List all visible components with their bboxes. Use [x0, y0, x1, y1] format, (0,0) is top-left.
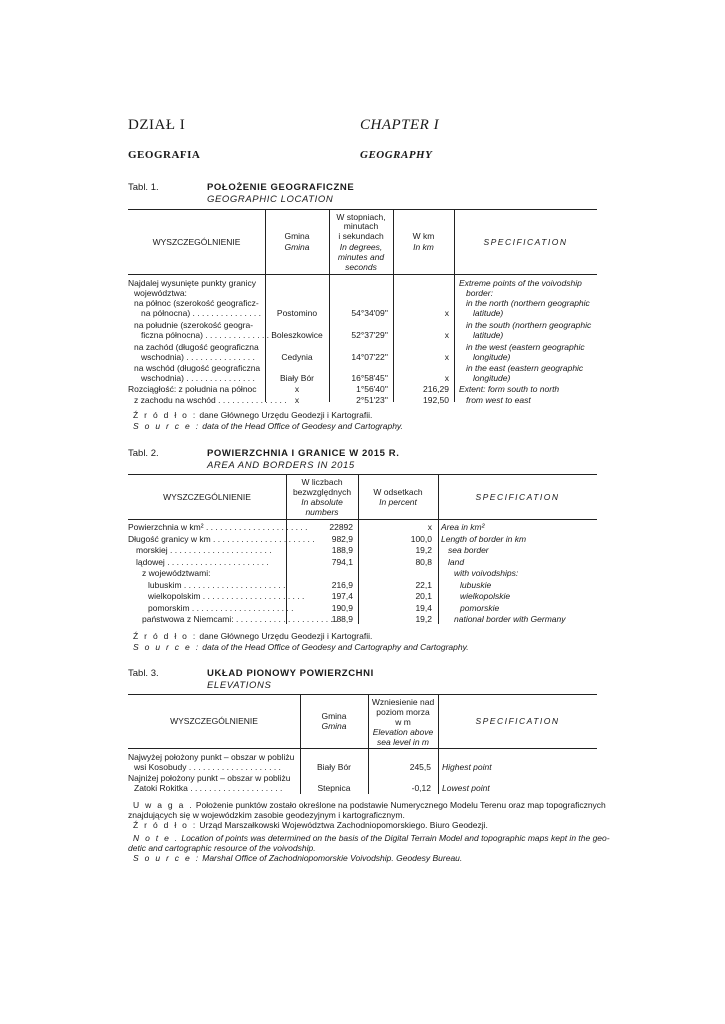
t1-row-label: Najdalej wysunięte punkty granicy	[128, 278, 257, 288]
t1-cell-gmina: x	[294, 384, 300, 394]
t1-row-label: Rozciągłość: z południa na północ	[128, 384, 257, 394]
t2-row-spec: with voivodships:	[454, 568, 519, 578]
t2-cell-absolute: 982,9	[331, 533, 353, 544]
t1-row-label-dotted: z zachodu na wschód . . . . . . . . . . . . . . .	[134, 395, 287, 405]
t2-row-label: państwowa z Niemcami: . . . . . . . . . . . . . . . . . . . . . .	[142, 614, 338, 624]
t2-row-label: lądowej . . . . . . . . . . . . . . . . . . . . . .	[136, 556, 269, 567]
t1-cell-km: 216,29	[423, 384, 449, 394]
t1-row-spec: longitude)	[473, 373, 511, 383]
t1-cell-km: x	[444, 373, 449, 383]
t1-row-label-dotted: wschodnia) . . . . . . . . . . . . . . .	[141, 352, 255, 362]
t2-cell-absolute: 190,9	[331, 602, 353, 613]
t1-head-wyszczegolnienie: WYSZCZEGÓLNIENIE	[152, 237, 241, 247]
t1-row-spec: from west to east	[466, 395, 531, 405]
t2-cell-percent: 19,2	[415, 614, 432, 624]
table3-source-pl: Ź r ó d ł o : Urząd Marszałkowski Województwa Zachodniopomorskiego. Biuro Geodezji.	[133, 820, 488, 830]
t3-row-spec: Highest point	[442, 762, 492, 772]
t2-row-spec: wielkopolskie	[460, 591, 511, 601]
t2-row-label: morskiej . . . . . . . . . . . . . . . . . . . . . .	[136, 545, 272, 555]
t3-row-spec: Lowest point	[442, 783, 490, 793]
t3-head-elev-en1: Elevation above	[372, 727, 434, 737]
table3-title-en: ELEVATIONS	[207, 680, 272, 691]
t1-row-spec: latitude)	[473, 330, 504, 340]
table1-label: Tabl. 1.	[128, 182, 159, 193]
table2-label: Tabl. 2.	[128, 448, 159, 459]
table2-title-en: AREA AND BORDERS IN 2015	[207, 460, 355, 471]
t2-cell-percent: 20,1	[415, 591, 432, 601]
t1-row-spec: Extreme points of the voivodship	[459, 278, 582, 288]
t2-cell-percent: x	[427, 522, 432, 532]
t3-head-elev1: Wzniesienie nad	[371, 697, 435, 707]
table3-uwaga-line2: znajdujących się w wojewódzkim zasobie geodezyjnym i kartograficznym.	[128, 810, 405, 820]
t2-row-spec: sea border	[448, 545, 489, 555]
t2-row-label: Długość granicy w km . . . . . . . . . . . . . . . . . . . . . .	[128, 533, 315, 544]
table1-title-en: GEOGRAPHIC LOCATION	[207, 194, 334, 205]
t2-head-abs-en1: In absolute	[301, 497, 343, 507]
t1-head-gmina-en: Gmina	[284, 242, 310, 252]
t2-cell-percent: 19,4	[415, 602, 432, 613]
t2-head-abs-en2: numbers	[305, 507, 339, 517]
t2-cell-absolute: 216,9	[331, 579, 353, 590]
table3-uwaga-line1: U w a g a . Położenie punktów zostało określone na podstawie Numerycznego Modelu Terenu oraz map topograficznych	[133, 800, 606, 810]
t2-row-spec: land	[448, 556, 465, 567]
t2-row-label: wielkopolskim . . . . . . . . . . . . . . . . . . . . . .	[148, 591, 305, 601]
t1-cell-deg: 14°07'22''	[351, 352, 388, 362]
t1-head-deg3: i sekundach	[338, 231, 384, 241]
t2-cell-absolute: 188,9	[331, 545, 353, 555]
t2-cell-absolute: 197,4	[331, 591, 353, 601]
chapter-label-pl: DZIAŁ I	[128, 117, 186, 133]
table2-source-pl: Ź r ó d ł o : dane Głównego Urzędu Geodezji i Kartografii.	[133, 631, 373, 641]
t1-cell-deg: 54°34'09''	[351, 308, 388, 318]
t1-cell-km: 192,50	[423, 395, 449, 405]
t2-row-label: z województwami:	[142, 568, 211, 578]
t1-row-spec: latitude)	[473, 308, 504, 318]
t1-head-deg2: minutach	[343, 221, 379, 231]
t2-cell-percent: 19,2	[415, 545, 432, 555]
t1-cell-gmina: Boleszkowice	[271, 330, 323, 340]
t3-cell-gmina: Stepnica	[317, 783, 351, 793]
t3-head-elev2: poziom morza	[376, 707, 430, 717]
t3-head-specification: SPECIFICATION	[475, 716, 560, 726]
t1-row-spec: in the east (eastern geographic	[466, 363, 584, 373]
t1-row-spec: in the west (eastern geographic	[466, 342, 585, 352]
t1-cell-gmina: Biały Bór	[279, 373, 314, 383]
t1-head-gmina: Gmina	[284, 231, 310, 241]
table1-title-pl: POŁOŻENIE GEOGRAFICZNE	[207, 182, 355, 193]
t1-row-spec: in the south (northern geographic	[466, 320, 592, 330]
t1-head-deg-en2: minutes and	[337, 252, 385, 262]
t3-head-wyszczegolnienie: WYSZCZEGÓLNIENIE	[170, 716, 258, 726]
t2-head-pct: W odsetkach	[373, 487, 423, 497]
t1-row-spec: longitude)	[473, 352, 511, 362]
table2-source-en: S o u r c e : data of the Head Office of Geodesy and Cartography and Cartography.	[133, 642, 469, 652]
t3-row-label-dotted: wsi Kosobudy . . . . . . . . . . . . . . . . . . . .	[134, 762, 281, 772]
t1-head-deg-en1: In degrees,	[339, 242, 383, 252]
t2-row-label: pomorskim . . . . . . . . . . . . . . . . . . . . . .	[148, 602, 294, 613]
t3-row-label: Najwyżej położony punkt – obszar w pobliżu	[128, 752, 295, 762]
t2-head-abs2: bezwzględnych	[292, 487, 352, 497]
t1-cell-deg: 16°58'45''	[351, 373, 388, 383]
t2-row-spec: pomorskie	[460, 602, 500, 613]
t1-row-label: na wschód (długość geograficzna	[134, 363, 261, 373]
t1-head-km: W km	[412, 231, 435, 241]
t1-row-label: województwa:	[134, 288, 187, 298]
table3-note-line2: detic and cartographic resource of the voivodship.	[128, 843, 316, 853]
table1-source-en: S o u r c e : data of the Head Office of Geodesy and Cartography.	[133, 421, 403, 431]
t3-row-label: Najniżej położony punkt – obszar w pobliżu	[128, 773, 291, 783]
section-title-pl: GEOGRAFIA	[128, 149, 201, 161]
section-title-en: GEOGRAPHY	[360, 149, 433, 161]
t1-row-label: na zachód (długość geograficzna	[134, 342, 259, 352]
t2-row-spec: Length of border in km	[441, 533, 527, 544]
t1-head-deg1: W stopniach,	[336, 212, 386, 222]
t1-cell-gmina: Cedynia	[281, 352, 313, 362]
t1-cell-km: x	[444, 330, 449, 340]
t2-row-spec: national border with Germany	[454, 614, 566, 624]
t2-cell-percent: 22,1	[415, 579, 432, 590]
table1-source-pl: Ź r ó d ł o : dane Głównego Urzędu Geodezji i Kartografii.	[133, 410, 373, 420]
t3-cell-value: 245,5	[409, 762, 431, 772]
t1-cell-deg: 52°37'29''	[351, 330, 388, 340]
t3-head-elev3: w m	[395, 717, 411, 727]
t1-head-deg-en3: seconds	[345, 262, 377, 272]
table3-note-line1: N o t e . Location of points was determined on the basis of the Digital Terrain Model and topographic maps kept in the geo-	[133, 833, 610, 843]
t1-row-label: na południe (szerokość geogra-	[134, 320, 254, 330]
t3-head-elev-en2: sea level in m	[377, 737, 429, 747]
t2-head-abs1: W liczbach	[301, 477, 343, 487]
t2-row-spec: Area in km²	[441, 522, 485, 532]
t2-head-pct-en: In percent	[379, 497, 417, 507]
table3-title-pl: UKŁAD PIONOWY POWIERZCHNI	[207, 668, 374, 679]
t1-row-spec: Extent: form south to north	[459, 384, 560, 394]
table3-label: Tabl. 3.	[128, 668, 159, 679]
t1-cell-km: x	[444, 352, 449, 362]
t1-row-label-dotted: wschodnia) . . . . . . . . . . . . . . .	[141, 373, 255, 383]
t2-head-specification: SPECIFICATION	[475, 492, 560, 502]
t2-row-spec: lubuskie	[460, 579, 492, 590]
t3-cell-gmina: Biały Bór	[316, 762, 351, 772]
t1-head-specification: SPECIFICATION	[483, 237, 568, 247]
t1-row-spec: border:	[466, 288, 493, 298]
t3-head-gmina-en: Gmina	[321, 721, 347, 731]
t3-cell-value: -0,12	[411, 783, 431, 793]
t1-cell-gmina: Postomino	[276, 308, 318, 318]
t2-cell-absolute: 794,1	[331, 556, 353, 567]
t2-row-label: lubuskim . . . . . . . . . . . . . . . . . . . . . .	[148, 579, 286, 590]
t2-cell-percent: 100,0	[410, 533, 432, 544]
t1-cell-deg: 1°56'40''	[356, 384, 388, 394]
t1-row-label-dotted: ficzna północna) . . . . . . . . . . . . . . .	[141, 330, 274, 340]
t1-head-km-en: In km	[413, 242, 434, 252]
t3-row-label-dotted: Zatoki Rokitka . . . . . . . . . . . . . . . . . . . .	[134, 783, 283, 793]
t2-cell-percent: 80,8	[415, 556, 432, 567]
t2-head-wyszczegolnienie: WYSZCZEGÓLNIENIE	[163, 492, 251, 502]
table3-source-en: S o u r c e : Marshal Office of Zachodniopomorskie Voivodship. Geodesy Bureau.	[133, 853, 463, 863]
t2-row-label: Powierzchnia w km² . . . . . . . . . . . . . . . . . . . . . .	[128, 522, 308, 532]
t1-row-label-dotted: na północna) . . . . . . . . . . . . . . .	[141, 308, 262, 318]
t2-cell-absolute: 22892	[329, 522, 353, 532]
t3-head-gmina: Gmina	[321, 711, 347, 721]
t1-cell-gmina: x	[294, 395, 300, 405]
t1-cell-km: x	[444, 308, 449, 318]
t1-cell-deg: 2°51'23''	[356, 395, 388, 405]
chapter-label-en: CHAPTER I	[360, 117, 440, 133]
t2-cell-absolute: 188,9	[331, 614, 353, 624]
table2-title-pl: POWIERZCHNIA I GRANICE W 2015 R.	[207, 448, 400, 459]
t1-row-spec: in the north (northern geographic	[466, 298, 590, 308]
t1-row-label: na północ (szerokość geograficz-	[134, 298, 259, 308]
